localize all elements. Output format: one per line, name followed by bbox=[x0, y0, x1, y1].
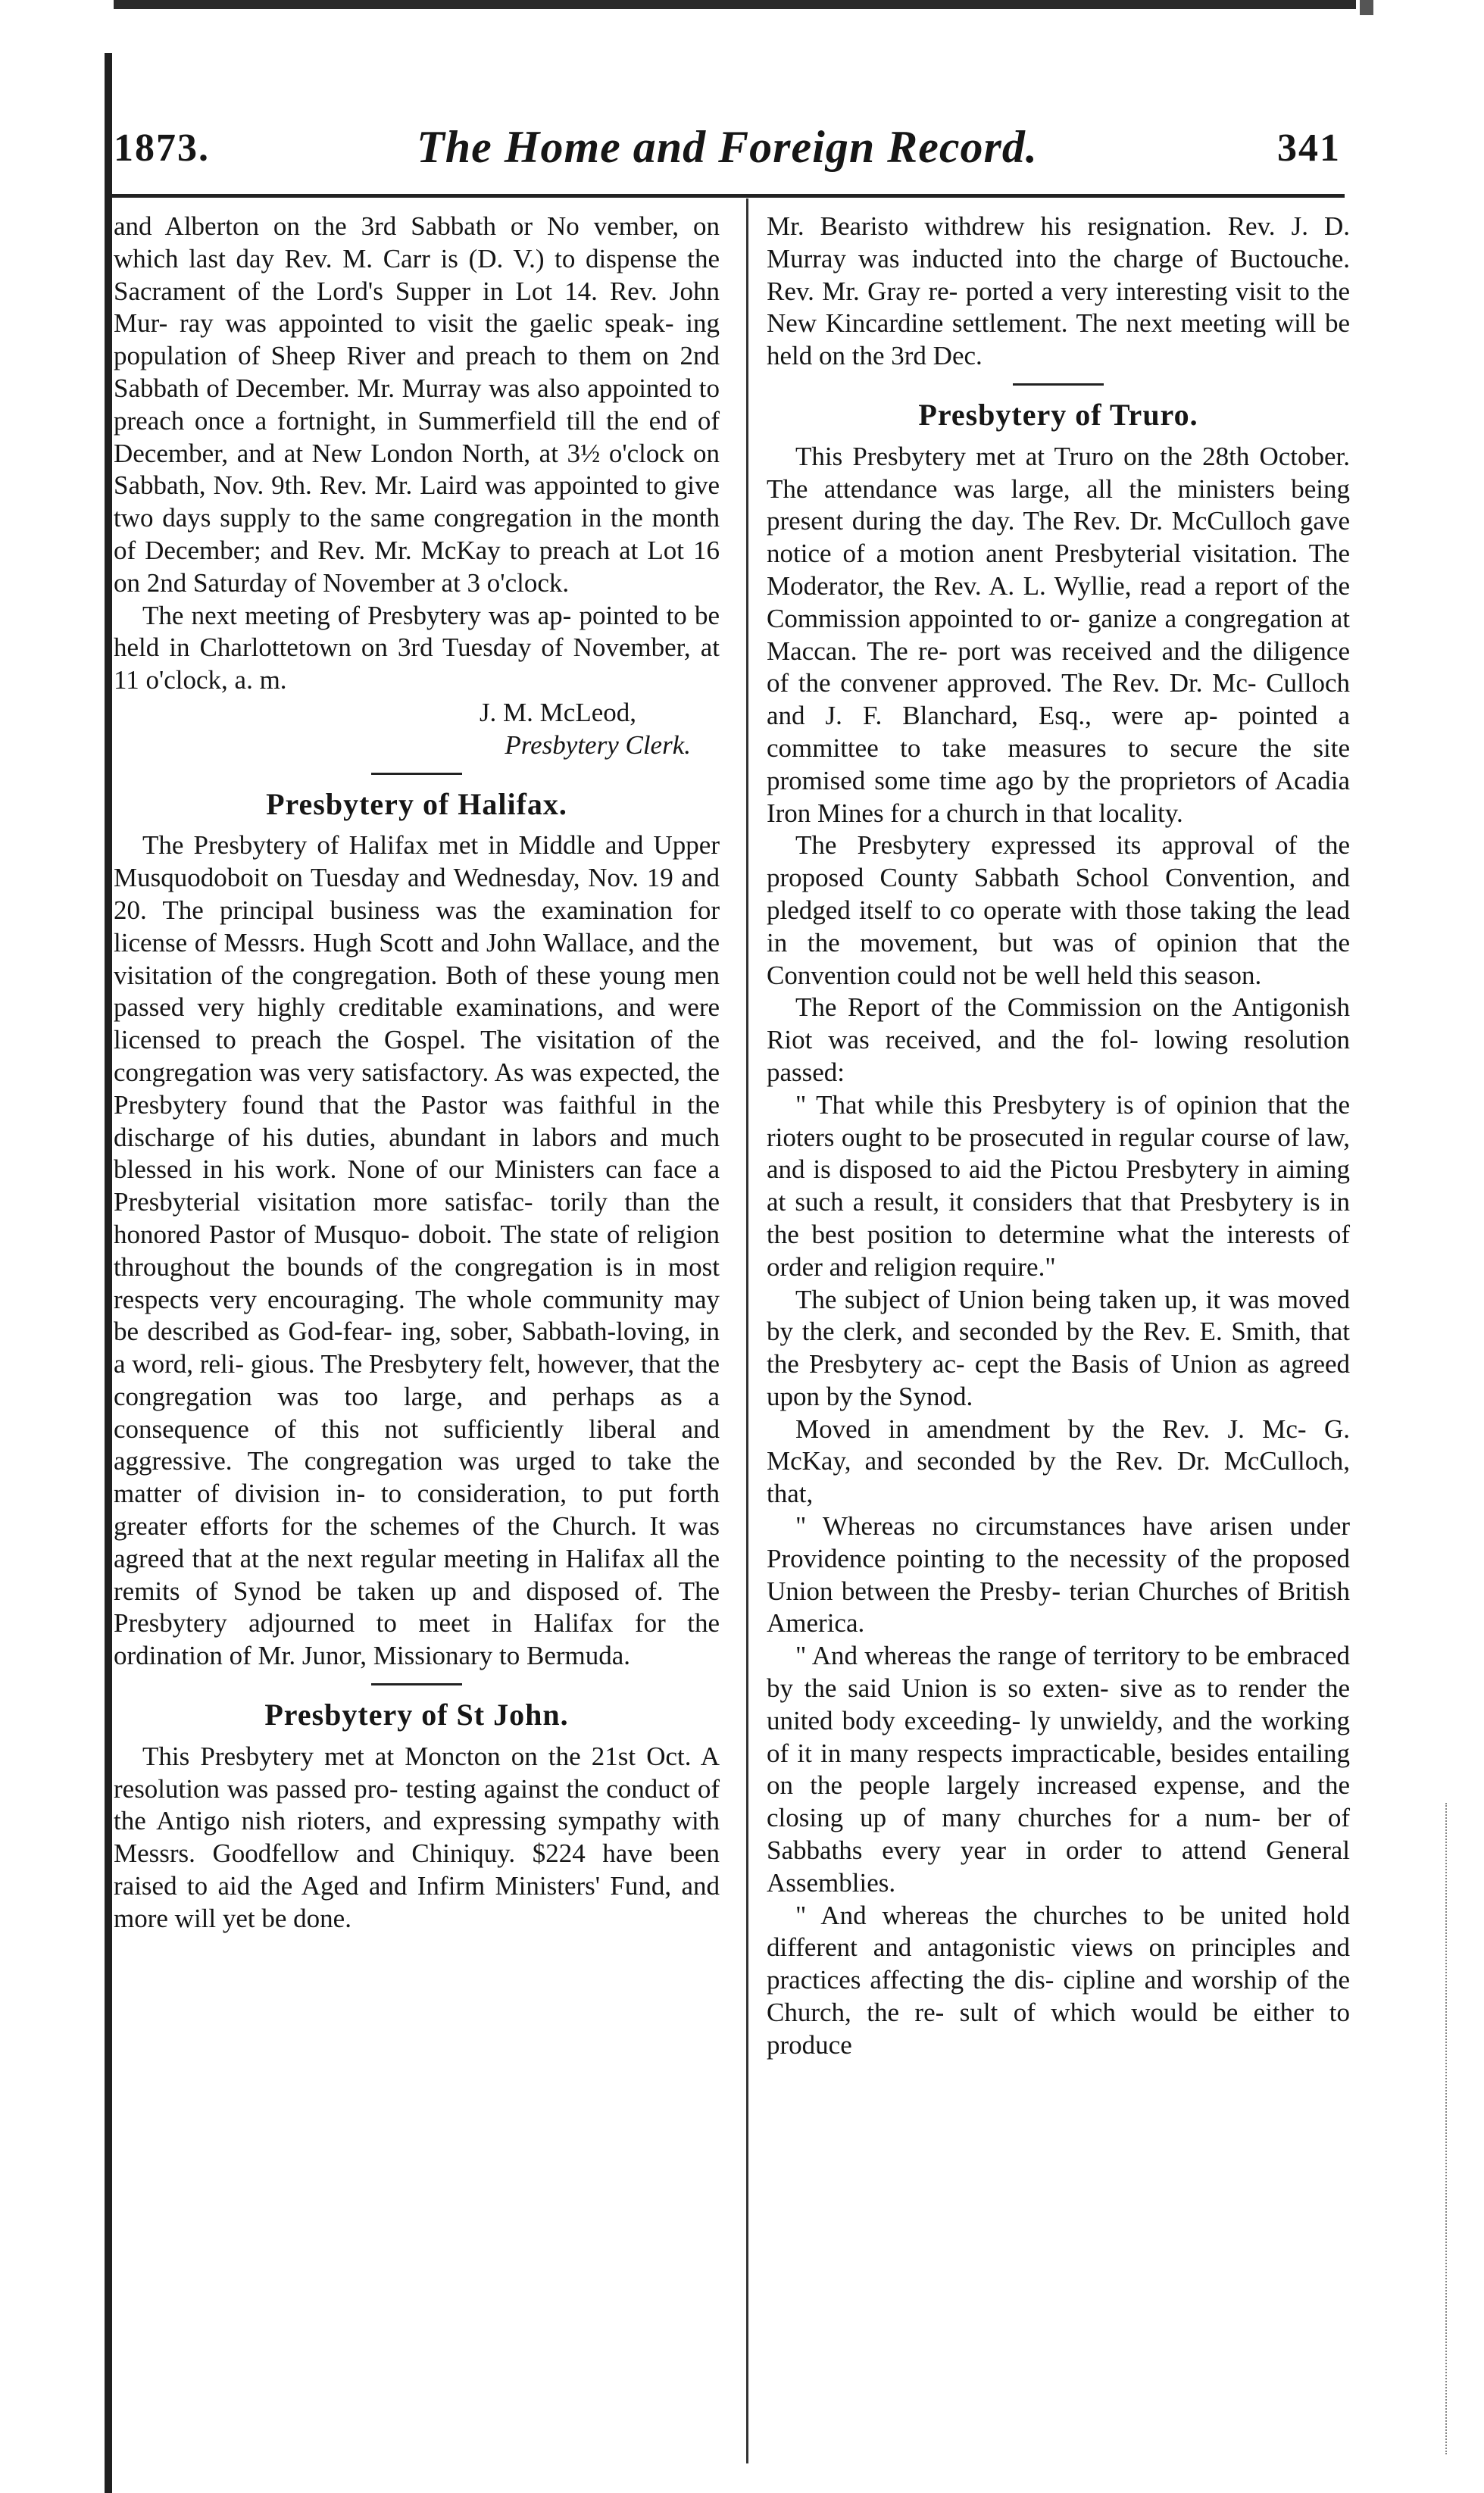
text-line: sive as to render the united body exceeding- bbox=[767, 1673, 1350, 1735]
page-number: 341 bbox=[1277, 127, 1341, 170]
text-line: terian Churches of British America. bbox=[767, 1576, 1351, 1639]
text-line: " And whereas the churches to be united bbox=[795, 1900, 1287, 1930]
text-line: of Messrs. Hugh Scott and John Wallace, bbox=[194, 927, 635, 958]
text-line: Lord's Supper in Lot 14. Rev. John Mur- bbox=[114, 276, 720, 339]
text-line: 21st Oct. A resolution was passed pro- bbox=[114, 1741, 720, 1804]
text-line: pointed a committee to take measures to bbox=[767, 701, 1350, 763]
text-line: and Upper Musquodoboit on Tuesday and bbox=[114, 830, 720, 893]
text-line: to preach the Gospel. The visitation of bbox=[215, 1025, 673, 1055]
text-line: ber of Sabbaths every year in order to attend bbox=[767, 1803, 1350, 1866]
whereas-first-paragraph bbox=[767, 1510, 1350, 1640]
text-line: a result, it considers that that Presbytery is bbox=[852, 1187, 1320, 1217]
stjohn-paragraph bbox=[114, 1741, 720, 1935]
header-year: 1873. bbox=[114, 127, 210, 170]
text-line: October. The attendance was large, all the bbox=[767, 441, 1350, 504]
text-line: port was received and the diligence of the bbox=[767, 636, 1350, 698]
text-line: of the proposed Union between the Presby- bbox=[767, 1543, 1351, 1606]
column-divider bbox=[746, 198, 748, 2463]
whereas-second-paragraph bbox=[767, 1640, 1350, 1899]
text-line: Moved in amendment by the Rev. J. Mc- bbox=[795, 1414, 1307, 1444]
text-line: of these young men passed very highly bbox=[114, 960, 720, 1023]
truro-heading: Presbytery of Truro. bbox=[918, 397, 1198, 432]
text-line: was expected, the Presbytery found that the bbox=[114, 1057, 720, 1120]
stjohn-heading: Presbytery of St John. bbox=[264, 1698, 569, 1732]
text-line: to them on 2nd Sabbath of December. Mr. bbox=[114, 341, 720, 403]
text-line: face a Presbyterial visitation more satisfac- bbox=[114, 1154, 720, 1217]
text-line: Tuesday of November, at 11 o'clock, a. m. bbox=[114, 633, 720, 695]
text-line: ministers being present during the day. bbox=[767, 473, 1350, 536]
text-line: torily than the honored Pastor of Musquo- bbox=[114, 1187, 720, 1249]
text-line: will be held on the 3rd Dec. bbox=[767, 308, 1351, 371]
text-line: November at 3 o'clock. bbox=[323, 567, 570, 598]
text-line: as a consequence of this not sufficiently bbox=[114, 1381, 720, 1444]
text-line: vember, on which last day Rev. M. Carr is bbox=[114, 211, 720, 273]
text-line: Halifax all the remits of Synod be taken up bbox=[114, 1543, 720, 1606]
text-line: respects very encouraging. The whole bbox=[114, 1284, 533, 1314]
text-line: Kincardine settlement. The next meeting bbox=[825, 308, 1267, 339]
text-line: to meet in Halifax for the ordination of Mr. bbox=[114, 1608, 720, 1671]
signature-title: Presbytery Clerk. bbox=[505, 729, 691, 760]
text-line: This Presbytery met at Truro on the 28th bbox=[795, 441, 1250, 471]
text-line: Culloch and J. F. Blanchard, Esq., were ap- bbox=[767, 668, 1351, 731]
text-line: of the proposed County Sabbath School bbox=[767, 830, 1351, 893]
text-line: gious. The Presbytery felt, however, that bbox=[250, 1349, 681, 1379]
riot-resolution-paragraph bbox=[767, 1089, 1350, 1284]
text-line: the Synod. bbox=[859, 1381, 973, 1411]
text-line: December, and at New London North, at bbox=[114, 438, 558, 468]
text-line: pointed to be held in Charlottetown on 3rd bbox=[114, 600, 720, 663]
text-line: Murray was also appointed to preach once bbox=[114, 373, 720, 436]
text-line: Ministers' Fund, and more will yet be done. bbox=[114, 1871, 720, 1933]
text-line: respects impracticable, besides entailing on bbox=[767, 1738, 1350, 1801]
text-line: The subject of Union being taken up, it bbox=[795, 1284, 1221, 1314]
text-line: ing population of Sheep River and preach bbox=[114, 308, 720, 371]
text-line: convener approved. The Rev. Dr. Mc- bbox=[840, 668, 1257, 698]
text-line: ly unwieldy, and the working of it in many bbox=[767, 1705, 1350, 1768]
text-line: the Rev. E. Smith, that the Presbytery ac- bbox=[767, 1317, 1350, 1379]
text-line: doboit. The state of religion throughout bbox=[114, 1219, 720, 1282]
text-line: Rev. J. D. Murray was inducted into the bbox=[767, 211, 1350, 273]
text-line: but was of opinion that the Convention bbox=[767, 927, 1350, 990]
running-header bbox=[114, 121, 1341, 189]
text-line: could not be well held this season. bbox=[897, 960, 1262, 990]
text-line: the proprietors of Acadia Iron Mines for a bbox=[767, 765, 1350, 828]
text-line: be embraced by the said Union is so exten- bbox=[767, 1641, 1351, 1704]
text-line: the Pictou Presbytery in aiming at such bbox=[767, 1154, 1350, 1217]
text-line: Mr. Bearisto withdrew his resignation. bbox=[767, 211, 1212, 241]
text-line: Messrs. Goodfellow and Chiniquy. $224 bbox=[114, 1839, 586, 1869]
text-line: lowing resolution passed: bbox=[767, 1025, 1350, 1087]
whereas-third-paragraph bbox=[767, 1900, 1350, 2062]
amendment-paragraph bbox=[767, 1414, 1350, 1510]
text-line: interests of order and religion require." bbox=[767, 1219, 1351, 1282]
left-column bbox=[114, 211, 720, 1935]
text-line: a fortnight, in Summerfield till the end of bbox=[255, 405, 720, 436]
next-meeting-paragraph bbox=[114, 600, 720, 697]
text-line: in his work. None of our Ministers can bbox=[202, 1154, 642, 1185]
sabbath-school-paragraph bbox=[767, 829, 1350, 992]
text-line: General Assemblies. bbox=[767, 1835, 1351, 1898]
text-line: principles and practices affecting the dis- bbox=[767, 1932, 1351, 1995]
text-line: Mr. Laird was appointed to give two days bbox=[114, 470, 720, 533]
text-line: (D. V.) to dispense the Sacrament of the bbox=[114, 243, 720, 306]
text-line: and disposed of. The Presbytery adjourned bbox=[114, 1576, 720, 1639]
text-line: " Whereas no circumstances have arisen bbox=[795, 1511, 1273, 1542]
text-line: The Rev. Dr. McCulloch gave notice of a bbox=[767, 506, 1350, 569]
right-column bbox=[767, 211, 1350, 2062]
text-line: McCulloch, that, bbox=[767, 1446, 1350, 1509]
halifax-paragraph bbox=[114, 829, 720, 1673]
text-line: sult of which would be either to produce bbox=[767, 1998, 1350, 2060]
text-line: ray was appointed to visit the gaelic speak- bbox=[179, 308, 674, 339]
text-line: Pastor was faithful in the discharge of his bbox=[114, 1089, 720, 1152]
text-line: the people largely increased expense, and bbox=[810, 1770, 1301, 1801]
text-line: the bounds of the congregation is in most bbox=[242, 1251, 720, 1282]
text-line: supply to the same congregation in the bbox=[220, 503, 643, 533]
top-border-rule bbox=[114, 0, 1356, 9]
text-line: and the visitation of the congregation. Both bbox=[114, 927, 720, 990]
text-line: for the schemes of the Church. It was bbox=[281, 1511, 720, 1542]
text-line: church in that locality. bbox=[946, 798, 1183, 828]
text-line: duties, abundant in labors and much blessed bbox=[114, 1122, 720, 1185]
text-line: Convention, and pledged itself to co operate bbox=[767, 863, 1350, 925]
text-line: Moderator, the Rev. A. L. Wyllie, read a bbox=[767, 570, 1207, 601]
text-line: Antigonish Riot was received, and the fol- bbox=[767, 992, 1351, 1055]
text-line: report of the Commission appointed to or- bbox=[767, 570, 1351, 633]
text-line: 3½ o'clock on Sabbath, Nov. 9th. Rev. bbox=[114, 438, 720, 501]
text-line: G. McKay, and seconded by the Rev. Dr. bbox=[767, 1414, 1351, 1476]
top-corner-mark bbox=[1360, 0, 1373, 15]
text-line: " That while this Presbytery is of opinion bbox=[795, 1089, 1257, 1120]
text-line: The Report of the Commission on the bbox=[795, 992, 1223, 1023]
text-line: ported a very interesting visit to the New bbox=[767, 276, 1351, 339]
text-line: The Presbytery expressed its approval bbox=[795, 830, 1254, 861]
text-line: charge of Buctouche. Rev. Mr. Gray re- bbox=[767, 243, 1350, 306]
text-line: liberal and aggressive. The congregation bbox=[114, 1414, 720, 1476]
riot-report-paragraph bbox=[767, 992, 1350, 1089]
text-line: secure the site promised some time ago by bbox=[767, 733, 1351, 795]
text-line: Wednesday, Nov. 19 and 20. The principal bbox=[114, 863, 720, 925]
text-line: community may be described as God-fear- bbox=[114, 1284, 720, 1347]
text-line: business was the examination for license bbox=[114, 895, 720, 958]
text-line: ing, sober, Sabbath-loving, in a word, reli- bbox=[114, 1317, 720, 1379]
text-line: regular course of law, and is disposed to aid bbox=[767, 1122, 1350, 1185]
text-line: The Presbytery of Halifax met in Middle bbox=[142, 830, 595, 861]
text-line: The next meeting of Presbytery was ap- bbox=[142, 600, 572, 630]
text-line: ganize a congregation at Maccan. The re- bbox=[767, 603, 1350, 666]
text-line: the congregation was very satisfactory. As bbox=[114, 1025, 720, 1087]
text-line: the congregation was too large, and perhaps bbox=[114, 1349, 720, 1411]
text-line: cipline and worship of the Church, the re- bbox=[767, 1965, 1351, 2028]
text-line: " And whereas the range of territory to bbox=[795, 1641, 1208, 1671]
text-line: in the best position to determine what the bbox=[767, 1187, 1351, 1249]
header-rule bbox=[112, 194, 1345, 198]
text-line: testing against the conduct of the Antigo bbox=[114, 1773, 720, 1836]
text-line: with those taking the lead in the movement, bbox=[767, 895, 1351, 958]
text-line: under Providence pointing to the necessity bbox=[767, 1511, 1351, 1573]
text-line: cept the Basis of Union as agreed upon by bbox=[767, 1349, 1351, 1411]
signature-name: J. M. McLeod, bbox=[479, 697, 636, 727]
text-line: was moved by the clerk, and seconded by bbox=[767, 1284, 1350, 1347]
text-line: motion anent Presbyterial visitation. The bbox=[899, 539, 1351, 569]
text-line: hold different and antagonistic views on bbox=[767, 1900, 1350, 1963]
text-line: Junor, Missionary to Bermuda. bbox=[301, 1641, 631, 1671]
halifax-heading: Presbytery of Halifax. bbox=[266, 786, 567, 821]
text-line: was urged to take the matter of division in- bbox=[114, 1446, 720, 1509]
truro-paragraph bbox=[767, 441, 1350, 830]
text-line: creditable examinations, and were licensed bbox=[114, 992, 720, 1055]
header-title: The Home and Foreign Record. bbox=[417, 122, 1038, 172]
text-line: to preach at Lot 16 on 2nd Saturday of bbox=[114, 535, 720, 598]
text-line: and Alberton on the 3rd Sabbath or No bbox=[114, 211, 580, 241]
text-line: month of December; and Rev. Mr. McKay bbox=[114, 503, 720, 565]
text-line: nish rioters, and expressing sympathy with bbox=[241, 1806, 720, 1836]
text-line: This Presbytery met at Moncton on the bbox=[142, 1741, 581, 1771]
union-motion-paragraph bbox=[767, 1284, 1350, 1414]
stjohn-continuation-paragraph bbox=[767, 211, 1350, 373]
pei-continuation-paragraph bbox=[114, 211, 720, 600]
text-line: have been raised to aid the Aged and Infirm bbox=[114, 1839, 720, 1901]
text-line: the closing up of many churches for a num- bbox=[767, 1770, 1351, 1833]
page-edge-specks bbox=[1445, 1803, 1453, 2454]
text-line: to consideration, to put forth greater efforts bbox=[114, 1479, 720, 1542]
binding-edge bbox=[105, 53, 112, 2493]
text-line: that the rioters ought to be prosecuted in bbox=[767, 1089, 1350, 1152]
text-line: agreed that at the next regular meeting in bbox=[114, 1543, 558, 1573]
